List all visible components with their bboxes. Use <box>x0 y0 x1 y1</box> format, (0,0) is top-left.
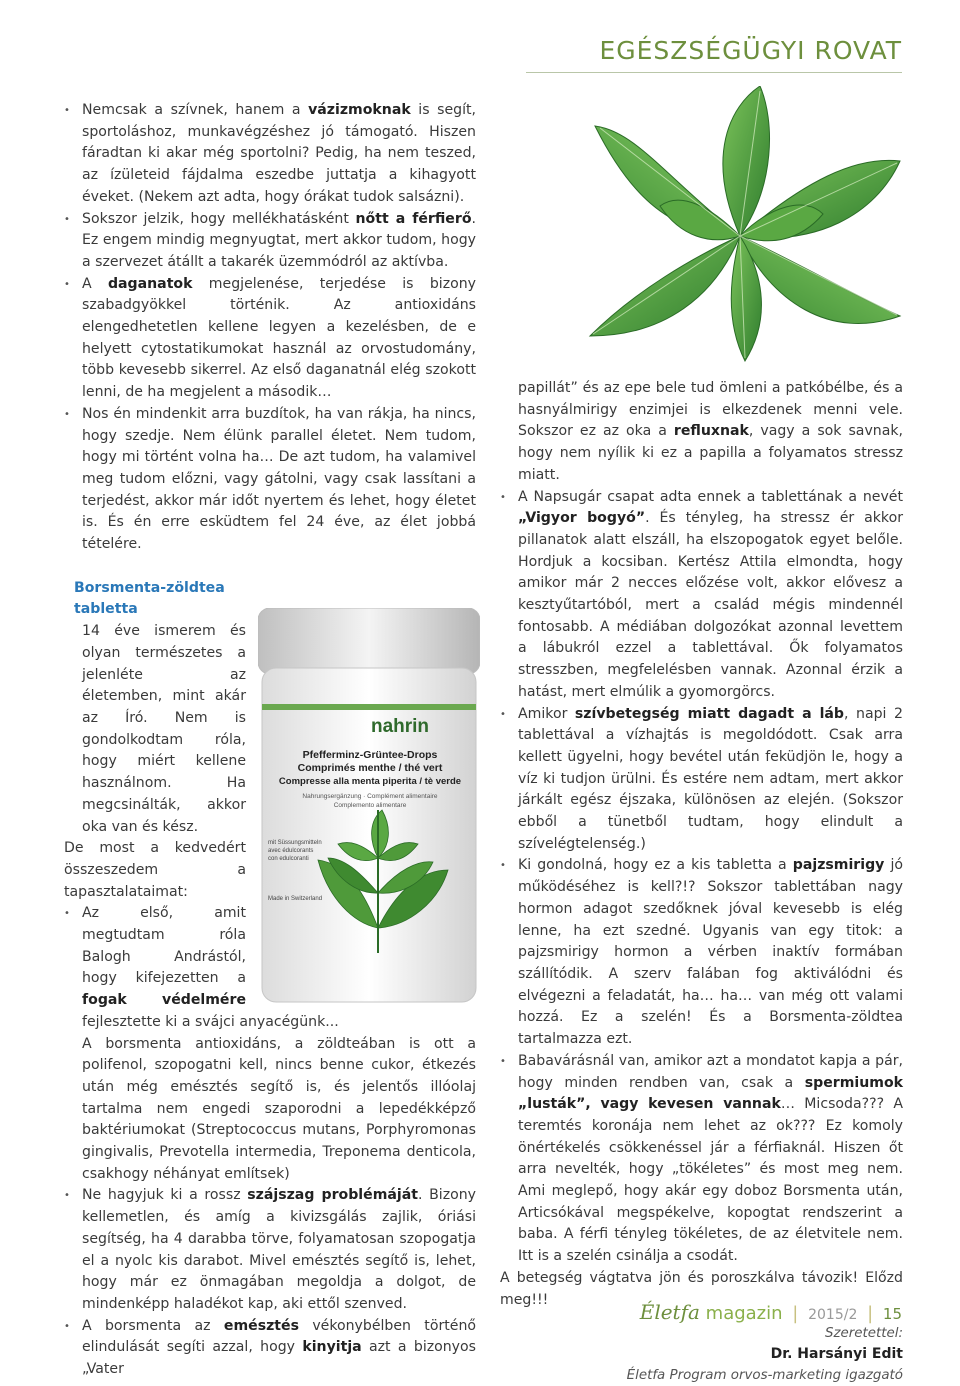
page-footer <box>640 1300 902 1324</box>
signature-greeting: Szeretettel: <box>825 1326 903 1342</box>
section-header: EGÉSZSÉGÜGYI ROVAT <box>599 36 902 65</box>
list-item: • Az első, amit megtudtam róla Balogh Andrástól, hogy kifejezetten a fogak védelmére fejlesztette ki a svájci anyacégünk... <box>64 903 476 1033</box>
signature-name: Dr. Harsányi Edit <box>770 1346 903 1363</box>
list-item: • Nos én mindenkit arra buzdítok, ha van rákja, ha nincs, hogy szedje. Nem élünk parallel életet. Nem tudom, hogy mi történt volna ha… De azt tudom, ha valamivel meg tudom előzni, vagy gátolni, vagy csak lassítani a terjedést, akkor már időt nyertem és lehet, hogy életet is. És én erre esküdtem fel 24 éve, az élet jobbá tételére. <box>64 404 476 556</box>
product-name-it: Compresse alla menta piperita / tè verde <box>278 775 462 787</box>
right-column <box>500 378 903 1386</box>
page-number: 15 <box>882 1305 902 1323</box>
section-subheading: Borsmenta-zöldtea tabletta <box>74 579 225 618</box>
product-brand: nahrin <box>370 715 430 737</box>
product-sweetener-it: con edulcoranti <box>268 855 309 862</box>
product-origin: Made in Switzerland <box>268 895 323 902</box>
footer-divider: | <box>867 1303 874 1324</box>
product-sweetener-de: mit Süssungsmitteln <box>268 839 322 846</box>
list-item: • A daganatok megjelenése, terjedése is bizony szabadgyökkel történik. Az antioxidáns elengedhetetlen kellene legyen a kezelésben, de e helyett cytostatikumokat használ az orvostudomány, több kevesebb sikerrel. Az első daganatnál elég szokott lenni, de ha megjelent a második… <box>64 274 476 404</box>
product-name-de: Pfefferminz-Grüntee-Drops <box>302 748 438 761</box>
list-item: • A borsmenta az emésztés vékonybélben történő elindulását segíti azzal, hogy kinyitja azt a bizonyos „Vater <box>64 1316 476 1381</box>
product-sweetener-fr: avec édulcorants <box>268 847 314 854</box>
paragraph: papillát” és az epe bele tud ömleni a patkóbélbe, és a hasnyálmirigy enzimjei is elkezdenek menni vele. Sokszor ez az oka a refluxnak, vagy a sok savnak, hogy nem nyílik ki ez a papilla a folyamatos stressz miatt. <box>518 380 903 483</box>
closing-paragraph: A betegség vágtatva jön és poroszkálva távozik! Előzd meg!!! <box>500 1269 903 1308</box>
magazine-label: magazin <box>705 1303 783 1324</box>
product-subtitle: Nahrungsergänzung · Complément alimentaire <box>302 792 438 800</box>
list-item: • Sokszor jelzik, hogy mellékhatásként nőtt a férfierő. Ez engem mindig megnyugtat, mert akkor tudom, hogy a szervezet átállt a takarék üzemmódról az aktívba. <box>64 209 476 274</box>
product-name-fr: Comprimés menthe / thé vert <box>297 761 443 774</box>
eletfa-logo: Életfa <box>639 1300 700 1324</box>
product-section <box>64 578 476 1381</box>
paragraph: 14 éve ismerem és olyan természetes a jelenléte az életemben, mint akár az Író. Nem is gondolkodtam róla, hogy miért kellene használnom. Ha megcsinálták, akkor oka van és kész. <box>82 623 246 835</box>
paragraph: A borsmenta antioxidáns, a zöldteában is ott a polifenol, szopogatni kell, nincs benne cukor, étkezés után még emésztés segítő is, és jelentős illóolaj tartalma nem engedi szaporodni a lepedékképző baktériumokat (Streptococcus mutans, Porphyromonas gingivalis, Prevotella intermedia, Treponema denticola, csakhogy néhányat említsek) <box>82 1035 476 1182</box>
list-item: • Nemcsak a szívnek, hanem a vázizmoknak is segít, sportoláshoz, munkavégzéshez jó támogató. Hiszen fáradtan ki akar még sportolni? Pedig, ha nem teszed, az ízületeid fájdalma eszedbe juttatja a kihagyott éveket. (Nekem azt adta, hogy órákat tudok salsázni). <box>64 100 476 209</box>
signature-role: Életfa Program orvos-marketing igazgató <box>626 1368 903 1384</box>
footer-divider: | <box>792 1303 799 1324</box>
left-column <box>64 100 476 1381</box>
list-item: • A Napsugár csapat adta ennek a tablettának a nevét „Vigyor bogyó”. És tényleg, ha stressz ér akkor pillanatok alatt elszáll, ha elszopogatok egyet belőle. Hordjuk a kocsiban. Kertész Attila elmondta, hogy amikor már 2 necces előzése volt, akkor elővesz a kesztyűtartóból, mert a család mégis mindennél fontosabb. A médiában dolgozókat azonnal levettem a lábukról ezzel a tablettával. Ők folyamatos stresszben, megfelelésben vannak. Azonnal érzik a hatást, mert elmúlik a gyomorgörcs. <box>500 487 903 704</box>
issue-number: 2015/2 <box>808 1307 858 1323</box>
list-item: • Ne hagyjuk ki a rossz szájszag problémáját. Bizony kellemetlen, és amíg a kivizsgálás zajlik, óriási segítség, ha 4 darabba törve, folyamatosan szopogatja el a nyolc kis darabot. Mivel emésztés segítő is, lehet, hogy már ez önmagában megoldja a dolgot, de mindenképp haladékot kap, aki ettől szenved. <box>64 1185 476 1315</box>
list-item: • Babavárásnál van, amikor azt a mondatot kapja a pár, hogy minden rendben van, csak a spermiumok „lusták”, vagy kevesen vannak… Micsoda??? A teremtés koronája nem lehet az ok??? Ez komoly önértékelés csökkenéssel jár a férfiaknál. Hiszen őt arra nevelték, hogy „tökéletes” és most meg nem. Ami meglepő, hogy akár egy doboz Borsmenta után, Articsókával megspékelve, kopogtat rendszerint a baba. A férfi tényleg tökéletes, de az életvitele nem. Itt is a szelén csinálja a csodát. <box>500 1051 903 1268</box>
mint-leaves-illustration <box>555 86 925 366</box>
product-subtitle-it: Complemento alimentare <box>333 801 407 809</box>
list-item: • Amikor szívbetegség miatt dagadt a láb, napi 2 tablettával a vízhajtás is megoldódott. Csak arra kellett ügyelni, hogy bevétel után feküdjön le, hogy a víz ki tudjon ürülni. És estére nem adtam, mert akkor járkált egész éjszaka, különösen az elején. (Sokszor ebből a tünetből tudtam, hogy elindult a szívelégtelenség.) <box>500 704 903 856</box>
list-item: • Ki gondolná, hogy ez a kis tabletta a pajzsmirigy jó működéséhez is kell?!? Sokszor tablettában nagy hormon adagot szedőknek jóval kevesebb is elég lenne, ha ezt szedné. Ugyanis van egy titok: a pajzsmirigy hormon a vérben inaktív formában szállítódik. A szerv falában fog aktiválódni és elvégezni a feladatát, ha… ha… van még ott valami hozzá. Ez a szelén! És a Borsmenta-zöldtea tartalmazza ezt. <box>500 855 903 1050</box>
header-rule <box>526 72 902 73</box>
paragraph: De most a kedvedért összeszedem a tapasztalataimat: <box>64 840 246 900</box>
signature <box>500 1323 903 1386</box>
